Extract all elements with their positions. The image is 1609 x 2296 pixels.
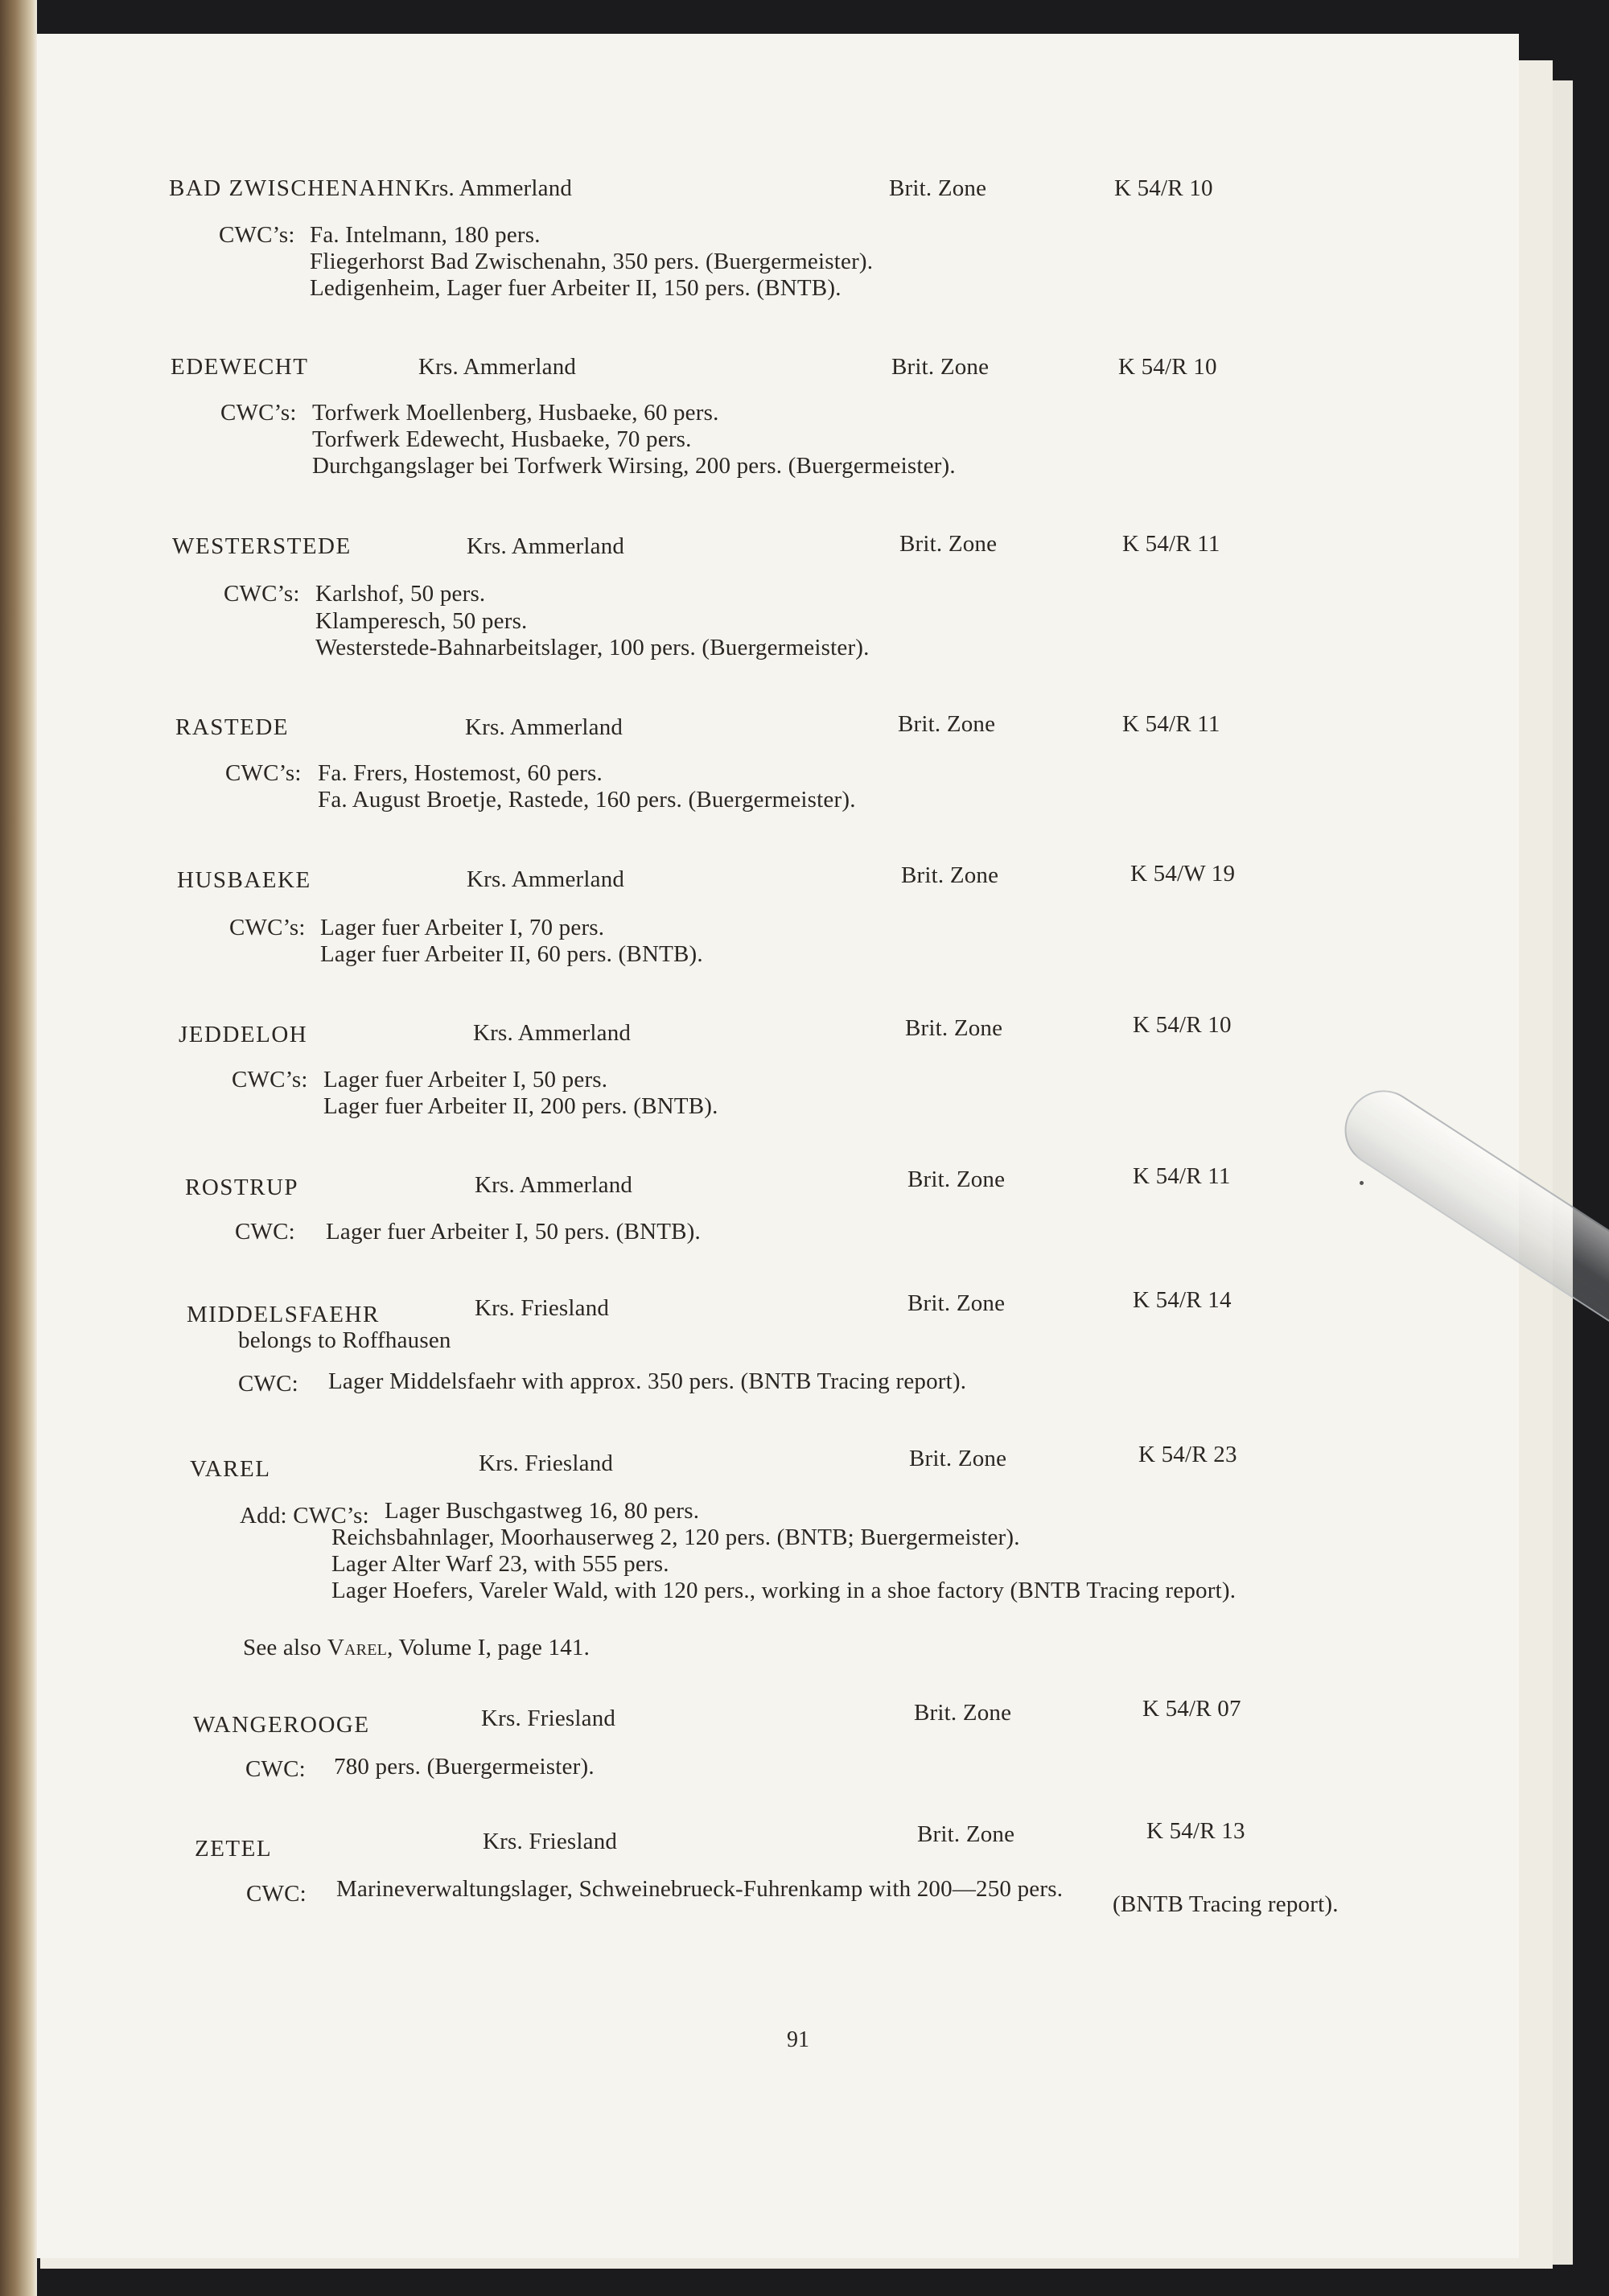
camp-line: Marineverwaltungslager, Schweinebrueck-Fuhrenkamp with 200—250 pers. — [336, 1876, 1064, 1902]
grid-ref: K 54/R 11 — [1122, 531, 1220, 557]
camp-line: Karlshof, 50 pers. — [315, 581, 486, 607]
zone: Brit. Zone — [917, 1821, 1015, 1847]
cwc-prefix: CWC: — [246, 1881, 307, 1907]
zone: Brit. Zone — [909, 1446, 1007, 1471]
place-name: ZETEL — [195, 1836, 273, 1862]
zone: Brit. Zone — [891, 354, 990, 380]
grid-ref: K 54/R 10 — [1114, 175, 1213, 201]
cwc-prefix: CWC’s: — [224, 581, 300, 607]
camp-line: Westerstede-Bahnarbeitslager, 100 pers. (Buergermeister). — [315, 635, 870, 660]
cwc-prefix: CWC: — [245, 1756, 306, 1782]
trailing-note: (BNTB Tracing report). — [1113, 1891, 1339, 1917]
grid-ref: K 54/R 10 — [1118, 354, 1217, 380]
place-name: WESTERSTEDE — [172, 533, 352, 559]
district: Krs. Ammerland — [414, 175, 573, 201]
note: belongs to Roffhausen — [238, 1327, 451, 1353]
place-name: BAD ZWISCHENAHN — [169, 175, 414, 201]
place-name: VAREL — [190, 1456, 271, 1482]
camp-line: Fa. August Broetje, Rastede, 160 pers. (Buergermeister). — [318, 787, 856, 813]
grid-ref: K 54/R 07 — [1142, 1696, 1241, 1722]
district: Krs. Ammerland — [467, 866, 625, 892]
zone: Brit. Zone — [889, 175, 987, 201]
zone: Brit. Zone — [898, 711, 996, 737]
camp-line: 780 pers. (Buergermeister). — [334, 1754, 595, 1780]
zone: Brit. Zone — [899, 531, 998, 557]
place-name: ROSTRUP — [185, 1175, 299, 1200]
book-gutter — [0, 0, 37, 2296]
place-name: RASTEDE — [175, 714, 289, 740]
grid-ref: K 54/R 13 — [1146, 1818, 1245, 1844]
grid-ref: K 54/R 11 — [1133, 1163, 1231, 1189]
grid-ref: K 54/R 10 — [1133, 1012, 1232, 1038]
zone: Brit. Zone — [907, 1167, 1006, 1192]
speck — [1360, 1181, 1364, 1185]
grid-ref: K 54/R 23 — [1138, 1442, 1237, 1467]
district: Krs. Ammerland — [473, 1020, 632, 1046]
camp-line: Lager Buschgastweg 16, 80 pers. — [385, 1498, 700, 1524]
page-number: 91 — [787, 2027, 809, 2052]
place-name: JEDDELOH — [179, 1022, 308, 1047]
camp-line: Klamperesch, 50 pers. — [315, 608, 528, 634]
camp-line: Fliegerhorst Bad Zwischenahn, 350 pers. (Buergermeister). — [310, 249, 874, 274]
district: Krs. Ammerland — [475, 1172, 633, 1198]
camp-line: Durchgangslager bei Torfwerk Wirsing, 200 pers. (Buergermeister). — [312, 453, 956, 479]
cwc-prefix: CWC: — [238, 1371, 298, 1397]
camp-line: Ledigenheim, Lager fuer Arbeiter II, 150 pers. (BNTB). — [310, 275, 842, 301]
cwc-prefix: CWC: — [235, 1219, 295, 1245]
camp-line: Lager fuer Arbeiter I, 70 pers. — [320, 915, 605, 940]
camp-line: Reichsbahnlager, Moorhauserweg 2, 120 pers. (BNTB; Buergermeister). — [331, 1524, 1020, 1550]
district: Krs. Ammerland — [465, 714, 623, 740]
cwc-prefix: CWC’s: — [220, 400, 297, 426]
grid-ref: K 54/R 14 — [1133, 1287, 1232, 1313]
district: Krs. Ammerland — [467, 533, 625, 559]
place-name: WANGEROOGE — [193, 1712, 370, 1738]
camp-line: Lager fuer Arbeiter I, 50 pers. — [323, 1067, 608, 1092]
district: Krs. Friesland — [475, 1295, 610, 1321]
camp-line: Lager fuer Arbeiter II, 60 pers. (BNTB). — [320, 941, 703, 967]
camp-line: Torfwerk Moellenberg, Husbaeke, 60 pers. — [312, 400, 719, 426]
district: Krs. Friesland — [481, 1706, 616, 1731]
zone: Brit. Zone — [905, 1015, 1003, 1041]
camp-line: Fa. Frers, Hostemost, 60 pers. — [318, 760, 603, 786]
place-name: MIDDELSFAEHR — [187, 1302, 380, 1327]
cwc-prefix: CWC’s: — [229, 915, 306, 940]
camp-line: Lager Hoefers, Vareler Wald, with 120 pers., working in a shoe factory (BNTB Tracing report). — [331, 1578, 1237, 1603]
camp-line: Lager Alter Warf 23, with 555 pers. — [331, 1551, 669, 1577]
place-name: HUSBAEKE — [177, 867, 311, 893]
place-name: EDEWECHT — [171, 354, 309, 380]
camp-line: Torfwerk Edewecht, Husbaeke, 70 pers. — [312, 426, 692, 452]
district: Krs. Ammerland — [418, 354, 577, 380]
cwc-prefix: CWC’s: — [232, 1067, 308, 1092]
cwc-prefix: CWC’s: — [225, 760, 302, 786]
see-also: See also Varel, Volume I, page 141. — [243, 1635, 591, 1660]
district: Krs. Friesland — [479, 1450, 614, 1476]
zone: Brit. Zone — [901, 862, 999, 888]
district: Krs. Friesland — [483, 1829, 618, 1854]
grid-ref: K 54/W 19 — [1130, 861, 1236, 887]
cwc-prefix: CWC’s: — [219, 222, 295, 248]
camp-line: Lager Middelsfaehr with approx. 350 pers. (BNTB Tracing report). — [328, 1368, 967, 1394]
zone: Brit. Zone — [907, 1290, 1006, 1316]
camp-line: Lager fuer Arbeiter II, 200 pers. (BNTB). — [323, 1093, 718, 1119]
camp-line: Lager fuer Arbeiter I, 50 pers. (BNTB). — [326, 1219, 701, 1245]
grid-ref: K 54/R 11 — [1122, 711, 1220, 737]
camp-line: Fa. Intelmann, 180 pers. — [310, 222, 541, 248]
cwc-prefix: Add: CWC’s: — [240, 1503, 369, 1529]
zone: Brit. Zone — [914, 1700, 1012, 1726]
